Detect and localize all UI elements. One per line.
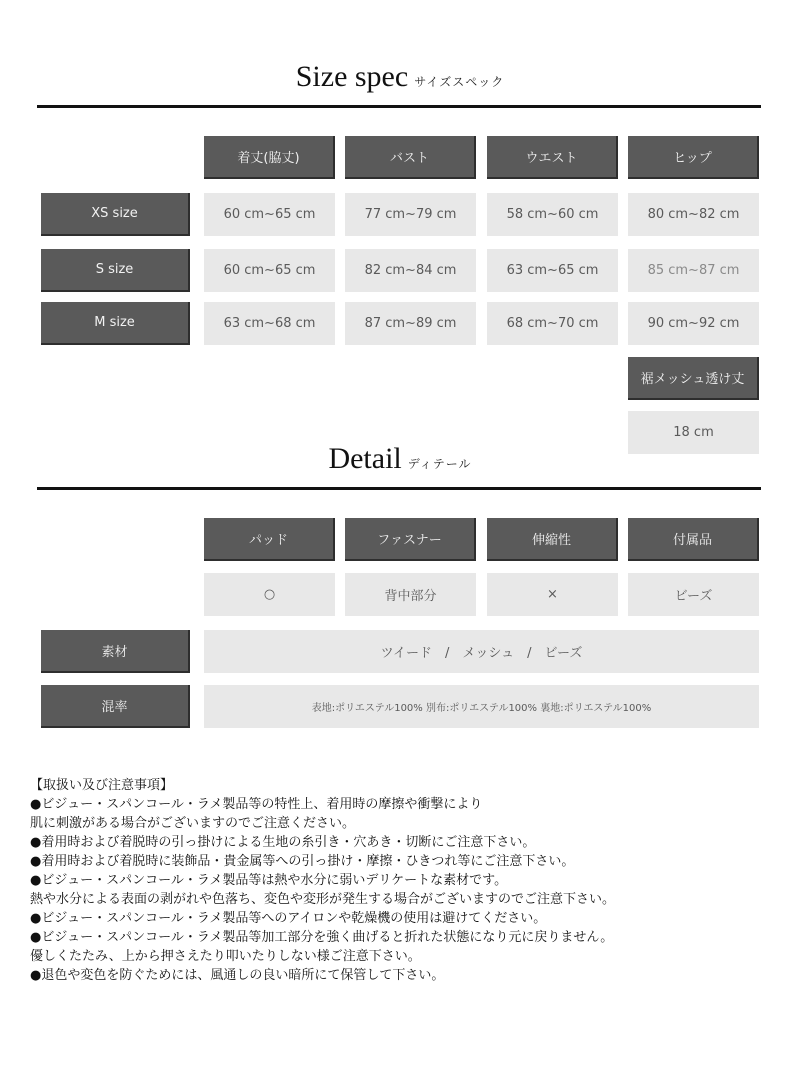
care-note-line: 肌に刺激がある場合がございますのでご注意ください。 — [30, 816, 356, 831]
blend-label: 混率 — [41, 685, 190, 728]
detail-value-accessories: ビーズ — [628, 573, 759, 616]
detail-col-header-pad: パッド — [204, 518, 335, 561]
size-row-label-s: S size — [41, 249, 190, 292]
mesh-hem-length-value: 18 cm — [628, 411, 759, 454]
care-note-line: 熱や水分による表面の剥がれや色落ち、変色や変形が発生する場合がございますのでご注意下さい。 — [30, 892, 616, 907]
size-value-s-length: 60 cm~65 cm — [204, 249, 335, 292]
care-note-line: ●ビジュー・スパンコール・ラメ製品等加工部分を強く曲げると折れた状態になり元に戻りません。 — [30, 930, 614, 945]
size-spec-subtitle: サイズスペック — [414, 75, 505, 89]
care-notes-heading: 【取扱い及び注意事項】 — [30, 778, 174, 793]
detail-subtitle: ディテール — [407, 457, 472, 471]
size-value-m-bust: 87 cm~89 cm — [345, 302, 476, 345]
care-notes — [30, 776, 770, 985]
size-spec-heading — [0, 60, 800, 94]
care-note-line: 優しくたたみ、上から押さえたり叩いたりしない様ご注意下さい。 — [30, 949, 421, 964]
size-col-header-waist: ウエスト — [487, 136, 618, 179]
detail-col-header-accessories: 付属品 — [628, 518, 759, 561]
material-value: ツイード / メッシュ / ビーズ — [204, 630, 759, 673]
care-note-line: ●ビジュー・スパンコール・ラメ製品等へのアイロンや乾燥機の使用は避けてください。 — [30, 911, 547, 926]
care-note-line: ●退色や変色を防ぐためには、風通しの良い暗所にて保管して下さい。 — [30, 968, 445, 983]
size-spec-title: Size spec — [295, 60, 409, 93]
size-value-xs-hip: 80 cm~82 cm — [628, 193, 759, 236]
size-row-label-m: M size — [41, 302, 190, 345]
detail-value-zipper: 背中部分 — [345, 573, 476, 616]
detail-col-header-zipper: ファスナー — [345, 518, 476, 561]
detail-title: Detail — [328, 442, 402, 475]
size-col-header-length: 着丈(脇丈) — [204, 136, 335, 179]
detail-value-stretch: × — [487, 573, 618, 616]
care-note-line: ●着用時および着脱時に装飾品・貴金属等への引っ掛け・摩擦・ひきつれ等にご注意下さい。 — [30, 854, 575, 869]
care-note-line: ●着用時および着脱時の引っ掛けによる生地の糸引き・穴あき・切断にご注意下さい。 — [30, 835, 536, 850]
size-value-s-hip: 85 cm~87 cm — [628, 249, 759, 292]
size-row-label-xs: XS size — [41, 193, 190, 236]
material-label: 素材 — [41, 630, 190, 673]
size-value-xs-length: 60 cm~65 cm — [204, 193, 335, 236]
size-col-header-hip: ヒップ — [628, 136, 759, 179]
size-value-xs-bust: 77 cm~79 cm — [345, 193, 476, 236]
size-value-xs-waist: 58 cm~60 cm — [487, 193, 618, 236]
mesh-hem-length-header: 裾メッシュ透け丈 — [628, 357, 759, 400]
size-value-s-waist: 63 cm~65 cm — [487, 249, 618, 292]
care-note-line: ●ビジュー・スパンコール・ラメ製品等の特性上、着用時の摩擦や衝撃により — [30, 797, 483, 812]
care-note-line: ●ビジュー・スパンコール・ラメ製品等は熱や水分に弱いデリケートな素材です。 — [30, 873, 508, 888]
size-spec-rule — [37, 105, 761, 108]
size-value-m-waist: 68 cm~70 cm — [487, 302, 618, 345]
detail-heading — [0, 442, 800, 476]
detail-col-header-stretch: 伸縮性 — [487, 518, 618, 561]
detail-rule — [37, 487, 761, 490]
detail-value-pad: ○ — [204, 573, 335, 616]
size-value-s-bust: 82 cm~84 cm — [345, 249, 476, 292]
size-value-m-hip: 90 cm~92 cm — [628, 302, 759, 345]
size-value-m-length: 63 cm~68 cm — [204, 302, 335, 345]
size-col-header-bust: バスト — [345, 136, 476, 179]
blend-value: 表地:ポリエステル100% 別布:ポリエステル100% 裏地:ポリエステル100% — [204, 685, 759, 728]
